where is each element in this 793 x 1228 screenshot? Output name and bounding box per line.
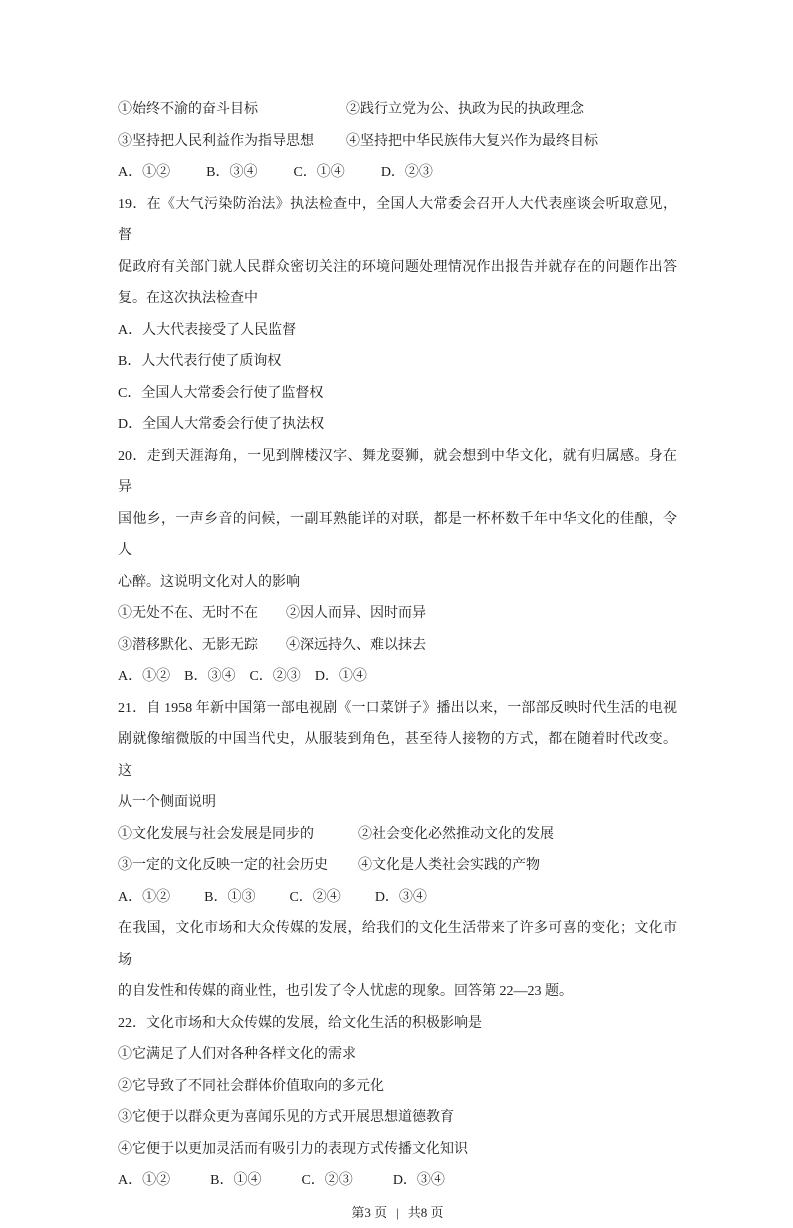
q21-suboption-4: ④文化是人类社会实践的产物	[358, 850, 540, 882]
q20-stem-line-3: 心醉。这说明文化对人的影响	[118, 567, 677, 599]
q18-suboption-3: ③坚持把人民利益作为指导思想	[118, 126, 346, 158]
q18-suboption-row-2	[118, 126, 677, 158]
q22-choice-c: C．②③	[301, 1165, 352, 1197]
q21-suboption-3: ③一定的文化反映一定的社会历史	[118, 850, 358, 882]
q21-stem-line-2: 剧就像缩微版的中国当代史，从服装到角色，甚至待人接物的方式，都在随着时代改变。这	[118, 724, 677, 787]
q20-choice-c: C．②③	[249, 661, 300, 693]
intro-22-23-line-1: 在我国，文化市场和大众传媒的发展，给我们的文化生活带来了许多可喜的变化；文化市场	[118, 913, 677, 976]
footer-page-number: 第3 页	[351, 1197, 387, 1228]
page-footer	[118, 1197, 677, 1228]
q20-stem-line-2: 国他乡，一声乡音的问候，一副耳熟能详的对联，都是一杯杯数千年中华文化的佳酿，令人	[118, 504, 677, 567]
q18-choice-b: B．③④	[206, 157, 257, 189]
q21-choice-a: A．①②	[118, 882, 170, 914]
q21-choice-b: B．①③	[204, 882, 255, 914]
q20-suboption-3: ③潜移默化、无影无踪	[118, 630, 286, 662]
q20-stem-line-1: 20．走到天涯海角，一见到牌楼汉字、舞龙耍狮，就会想到中华文化，就有归属感。身在异	[118, 441, 677, 504]
q18-choice-d: D．②③	[381, 157, 433, 189]
q22-choice-a: A．①②	[118, 1165, 170, 1197]
q18-suboption-2: ②践行立党为公、执政为民的执政理念	[346, 94, 584, 126]
q20-choice-a: A．①②	[118, 661, 170, 693]
q19-choice-a: A．人大代表接受了人民监督	[118, 315, 677, 347]
q20-suboption-1: ①无处不在、无时不在	[118, 598, 286, 630]
q18-suboption-row-1	[118, 94, 677, 126]
q20-suboption-4: ④深远持久、难以抹去	[286, 630, 426, 662]
q21-choice-c: C．②④	[289, 882, 340, 914]
q21-suboption-1: ①文化发展与社会发展是同步的	[118, 819, 358, 851]
q20-answer-row	[118, 661, 677, 693]
q22-suboption-2: ②它导致了不同社会群体价值取向的多元化	[118, 1071, 677, 1103]
q22-stem: 22．文化市场和大众传媒的发展，给文化生活的积极影响是	[118, 1008, 677, 1040]
q18-suboption-1: ①始终不渝的奋斗目标	[118, 94, 346, 126]
q18-answer-row	[118, 157, 677, 189]
q21-stem-line-1: 21．自 1958 年新中国第一部电视剧《一口菜饼子》播出以来，一部部反映时代生活的电视	[118, 693, 677, 725]
q22-suboption-4: ④它便于以更加灵活而有吸引力的表现方式传播文化知识	[118, 1134, 677, 1166]
q19-stem-line-1: 19．在《大气污染防治法》执法检查中，全国人大常委会召开人大代表座谈会听取意见，督	[118, 189, 677, 252]
q22-choice-b: B．①④	[210, 1165, 261, 1197]
q19-stem-line-2: 促政府有关部门就人民群众密切关注的环境问题处理情况作出报告并就存在的问题作出答	[118, 252, 677, 284]
q21-suboption-row-2	[118, 850, 677, 882]
q21-stem-line-3: 从一个侧面说明	[118, 787, 677, 819]
q20-choice-b: B．③④	[184, 661, 235, 693]
q22-suboption-3: ③它便于以群众更为喜闻乐见的方式开展思想道德教育	[118, 1102, 677, 1134]
q21-suboption-row-1	[118, 819, 677, 851]
q19-choice-c: C．全国人大常委会行使了监督权	[118, 378, 677, 410]
footer-total-pages: 共8 页	[408, 1197, 444, 1228]
q22-answer-row	[118, 1165, 677, 1197]
q20-suboption-row-2	[118, 630, 677, 662]
footer-separator: |	[396, 1197, 399, 1228]
q18-choice-c: C．①④	[293, 157, 344, 189]
q20-suboption-row-1	[118, 598, 677, 630]
q21-choice-d: D．③④	[375, 882, 427, 914]
q19-choice-d: D．全国人大常委会行使了执法权	[118, 409, 677, 441]
q20-suboption-2: ②因人而异、因时而异	[286, 598, 426, 630]
q18-suboption-4: ④坚持把中华民族伟大复兴作为最终目标	[346, 126, 598, 158]
q21-answer-row	[118, 882, 677, 914]
q18-choice-a: A．①②	[118, 157, 170, 189]
q20-choice-d: D．①④	[315, 661, 367, 693]
intro-22-23-line-2: 的自发性和传媒的商业性，也引发了令人忧虑的现象。回答第 22—23 题。	[118, 976, 677, 1008]
q22-choice-d: D．③④	[393, 1165, 445, 1197]
q21-suboption-2: ②社会变化必然推动文化的发展	[358, 819, 554, 851]
q19-stem-line-3: 复。在这次执法检查中	[118, 283, 677, 315]
q22-suboption-1: ①它满足了人们对各种各样文化的需求	[118, 1039, 677, 1071]
q19-choice-b: B．人大代表行使了质询权	[118, 346, 677, 378]
